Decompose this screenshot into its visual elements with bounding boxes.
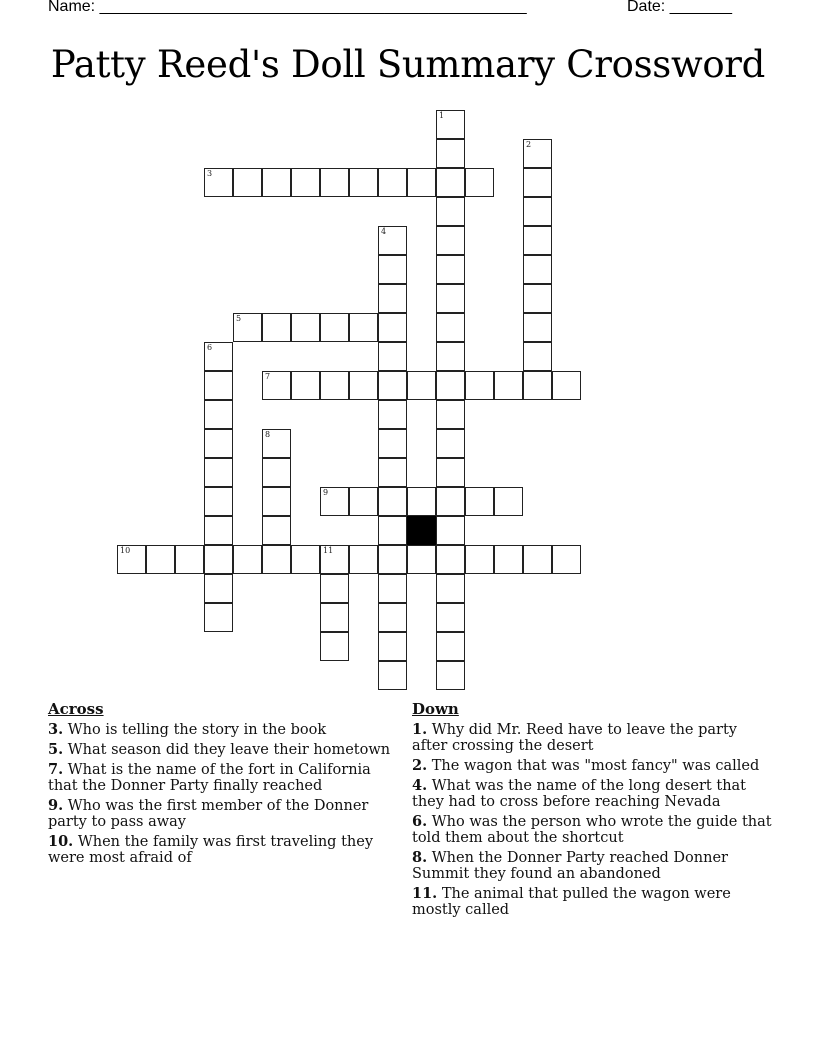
grid-cell[interactable] [378, 400, 407, 429]
clue-number: 5. [48, 741, 64, 758]
grid-cell[interactable] [175, 545, 204, 574]
clue-down-4 [412, 778, 772, 810]
grid-cell[interactable] [436, 632, 465, 661]
cell-number: 8 [265, 430, 271, 439]
cell-number: 9 [323, 488, 329, 497]
clue-number: 11. [412, 885, 438, 902]
grid-cell[interactable] [204, 603, 233, 632]
clue-number: 10. [48, 833, 74, 850]
grid-cell[interactable] [378, 516, 407, 545]
grid-cell[interactable] [407, 487, 436, 516]
grid-cell[interactable] [523, 284, 552, 313]
cell-number: 4 [381, 227, 387, 236]
grid-cell[interactable] [378, 661, 407, 690]
grid-cell[interactable] [204, 400, 233, 429]
grid-cell[interactable] [378, 458, 407, 487]
grid-cell[interactable] [407, 545, 436, 574]
cell-number: 7 [265, 372, 271, 381]
grid-cell[interactable] [262, 313, 291, 342]
grid-cell[interactable] [378, 313, 407, 342]
grid-cell[interactable] [204, 545, 233, 574]
grid-cell[interactable] [378, 574, 407, 603]
grid-cell[interactable] [262, 545, 291, 574]
grid-cell[interactable] [436, 429, 465, 458]
clue-number: 1. [412, 721, 428, 738]
grid-cell[interactable] [349, 371, 378, 400]
clue-text: When the Donner Party reached Donner Summit they found an abandoned [412, 850, 728, 882]
grid-cell[interactable] [436, 110, 465, 139]
grid-cell[interactable] [291, 545, 320, 574]
grid-cell[interactable] [262, 458, 291, 487]
grid-cell[interactable] [465, 487, 494, 516]
grid-cell[interactable] [291, 371, 320, 400]
clue-text: What season did they leave their hometown [67, 742, 391, 758]
clue-text: Who is telling the story in the book [67, 722, 327, 738]
grid-cell[interactable] [378, 632, 407, 661]
grid-cell[interactable] [378, 545, 407, 574]
clue-across-7 [48, 762, 393, 794]
grid-cell[interactable] [204, 371, 233, 400]
clue-number: 7. [48, 761, 64, 778]
grid-cell[interactable] [233, 313, 262, 342]
grid-cell[interactable] [349, 168, 378, 197]
grid-cell[interactable] [204, 168, 233, 197]
cell-number: 2 [526, 140, 532, 149]
grid-cell[interactable] [436, 197, 465, 226]
clue-text: What was the name of the long desert that they had to cross before reaching Nevada [412, 778, 747, 810]
black-square [407, 516, 436, 545]
grid-cell[interactable] [204, 516, 233, 545]
grid-cell[interactable] [320, 487, 349, 516]
grid-cell[interactable] [523, 313, 552, 342]
clue-text: The wagon that was "most fancy" was called [431, 758, 760, 774]
grid-cell[interactable] [291, 313, 320, 342]
down-heading: Down [412, 700, 459, 718]
grid-cell[interactable] [494, 371, 523, 400]
grid-cell[interactable] [436, 313, 465, 342]
page-title: Patty Reed's Doll Summary Crossword [50, 43, 766, 86]
cell-number: 6 [207, 343, 213, 352]
grid-cell[interactable] [262, 168, 291, 197]
clue-across-10 [48, 834, 393, 866]
clue-down-8 [412, 850, 772, 882]
cell-number: 3 [207, 169, 213, 178]
grid-cell[interactable] [349, 487, 378, 516]
grid-cell[interactable] [320, 371, 349, 400]
grid-cell[interactable] [320, 632, 349, 661]
grid-cell[interactable] [436, 284, 465, 313]
clue-text: What is the name of the fort in California that the Donner Party finally reached [48, 762, 371, 794]
grid-cell[interactable] [523, 342, 552, 371]
grid-cell[interactable] [523, 139, 552, 168]
grid-cell[interactable] [523, 168, 552, 197]
grid-cell[interactable] [436, 255, 465, 284]
clue-text: When the family was first traveling they were most afraid of [48, 834, 374, 866]
grid-cell[interactable] [436, 661, 465, 690]
grid-cell[interactable] [204, 429, 233, 458]
grid-cell[interactable] [523, 255, 552, 284]
clue-down-6 [412, 814, 772, 846]
name-date-header [48, 0, 748, 20]
grid-cell[interactable] [436, 168, 465, 197]
grid-cell[interactable] [378, 168, 407, 197]
grid-cell[interactable] [378, 487, 407, 516]
grid-cell[interactable] [291, 168, 320, 197]
grid-cell[interactable] [436, 400, 465, 429]
grid-cell[interactable] [204, 458, 233, 487]
grid-cell[interactable] [465, 545, 494, 574]
grid-cell[interactable] [378, 429, 407, 458]
cell-number: 1 [439, 111, 445, 120]
clue-down-1 [412, 722, 772, 754]
grid-cell[interactable] [262, 429, 291, 458]
clue-text: Who was the first member of the Donner party to pass away [48, 798, 369, 830]
grid-cell[interactable] [523, 197, 552, 226]
grid-cell[interactable] [523, 226, 552, 255]
grid-cell[interactable] [204, 574, 233, 603]
grid-cell[interactable] [378, 226, 407, 255]
grid-cell[interactable] [320, 603, 349, 632]
grid-cell[interactable] [436, 342, 465, 371]
grid-cell[interactable] [204, 342, 233, 371]
across-clues [48, 700, 393, 870]
grid-cell[interactable] [320, 168, 349, 197]
clue-number: 3. [48, 721, 64, 738]
grid-cell[interactable] [494, 487, 523, 516]
grid-cell[interactable] [262, 487, 291, 516]
clue-across-9 [48, 798, 393, 830]
clue-text: The animal that pulled the wagon were mostly called [412, 886, 731, 918]
grid-cell[interactable] [436, 458, 465, 487]
grid-cell[interactable] [436, 603, 465, 632]
clue-text: Who was the person who wrote the guide that told them about the shortcut [412, 814, 772, 846]
grid-cell[interactable] [552, 545, 581, 574]
grid-cell[interactable] [320, 574, 349, 603]
clue-text: Why did Mr. Reed have to leave the party after crossing the desert [412, 722, 737, 754]
clue-number: 2. [412, 757, 428, 774]
grid-cell[interactable] [320, 545, 349, 574]
grid-cell[interactable] [378, 603, 407, 632]
grid-cell[interactable] [436, 371, 465, 400]
grid-cell[interactable] [262, 371, 291, 400]
clue-across-5 [48, 742, 393, 758]
clue-number: 4. [412, 777, 428, 794]
clue-down-2 [412, 758, 772, 774]
grid-cell[interactable] [378, 284, 407, 313]
grid-cell[interactable] [378, 255, 407, 284]
grid-cell[interactable] [436, 139, 465, 168]
grid-cell[interactable] [465, 371, 494, 400]
grid-cell[interactable] [407, 168, 436, 197]
clue-across-3 [48, 722, 393, 738]
grid-cell[interactable] [320, 313, 349, 342]
grid-cell[interactable] [436, 516, 465, 545]
clue-number: 9. [48, 797, 64, 814]
cell-number: 11 [323, 546, 334, 555]
cell-number: 5 [236, 314, 242, 323]
crossword-grid [117, 110, 582, 691]
grid-cell[interactable] [204, 487, 233, 516]
grid-cell[interactable] [436, 226, 465, 255]
grid-cell[interactable] [378, 371, 407, 400]
name-field[interactable]: Name: ________________________________________________ [48, 0, 527, 15]
grid-cell[interactable] [523, 545, 552, 574]
clue-number: 6. [412, 813, 428, 830]
grid-cell[interactable] [465, 168, 494, 197]
clue-down-11 [412, 886, 772, 918]
grid-cell[interactable] [349, 545, 378, 574]
grid-cell[interactable] [494, 545, 523, 574]
grid-cell[interactable] [523, 371, 552, 400]
grid-cell[interactable] [378, 342, 407, 371]
grid-cell[interactable] [552, 371, 581, 400]
date-field[interactable]: Date: _______ [627, 0, 732, 15]
clue-number: 8. [412, 849, 428, 866]
grid-cell[interactable] [436, 574, 465, 603]
across-heading: Across [48, 700, 104, 718]
cell-number: 10 [120, 546, 131, 555]
grid-cell[interactable] [349, 313, 378, 342]
grid-cell[interactable] [117, 545, 146, 574]
grid-cell[interactable] [436, 545, 465, 574]
down-clues [412, 700, 772, 922]
grid-cell[interactable] [262, 516, 291, 545]
grid-cell[interactable] [233, 168, 262, 197]
grid-cell[interactable] [233, 545, 262, 574]
grid-cell[interactable] [407, 371, 436, 400]
grid-cell[interactable] [436, 487, 465, 516]
grid-cell[interactable] [146, 545, 175, 574]
